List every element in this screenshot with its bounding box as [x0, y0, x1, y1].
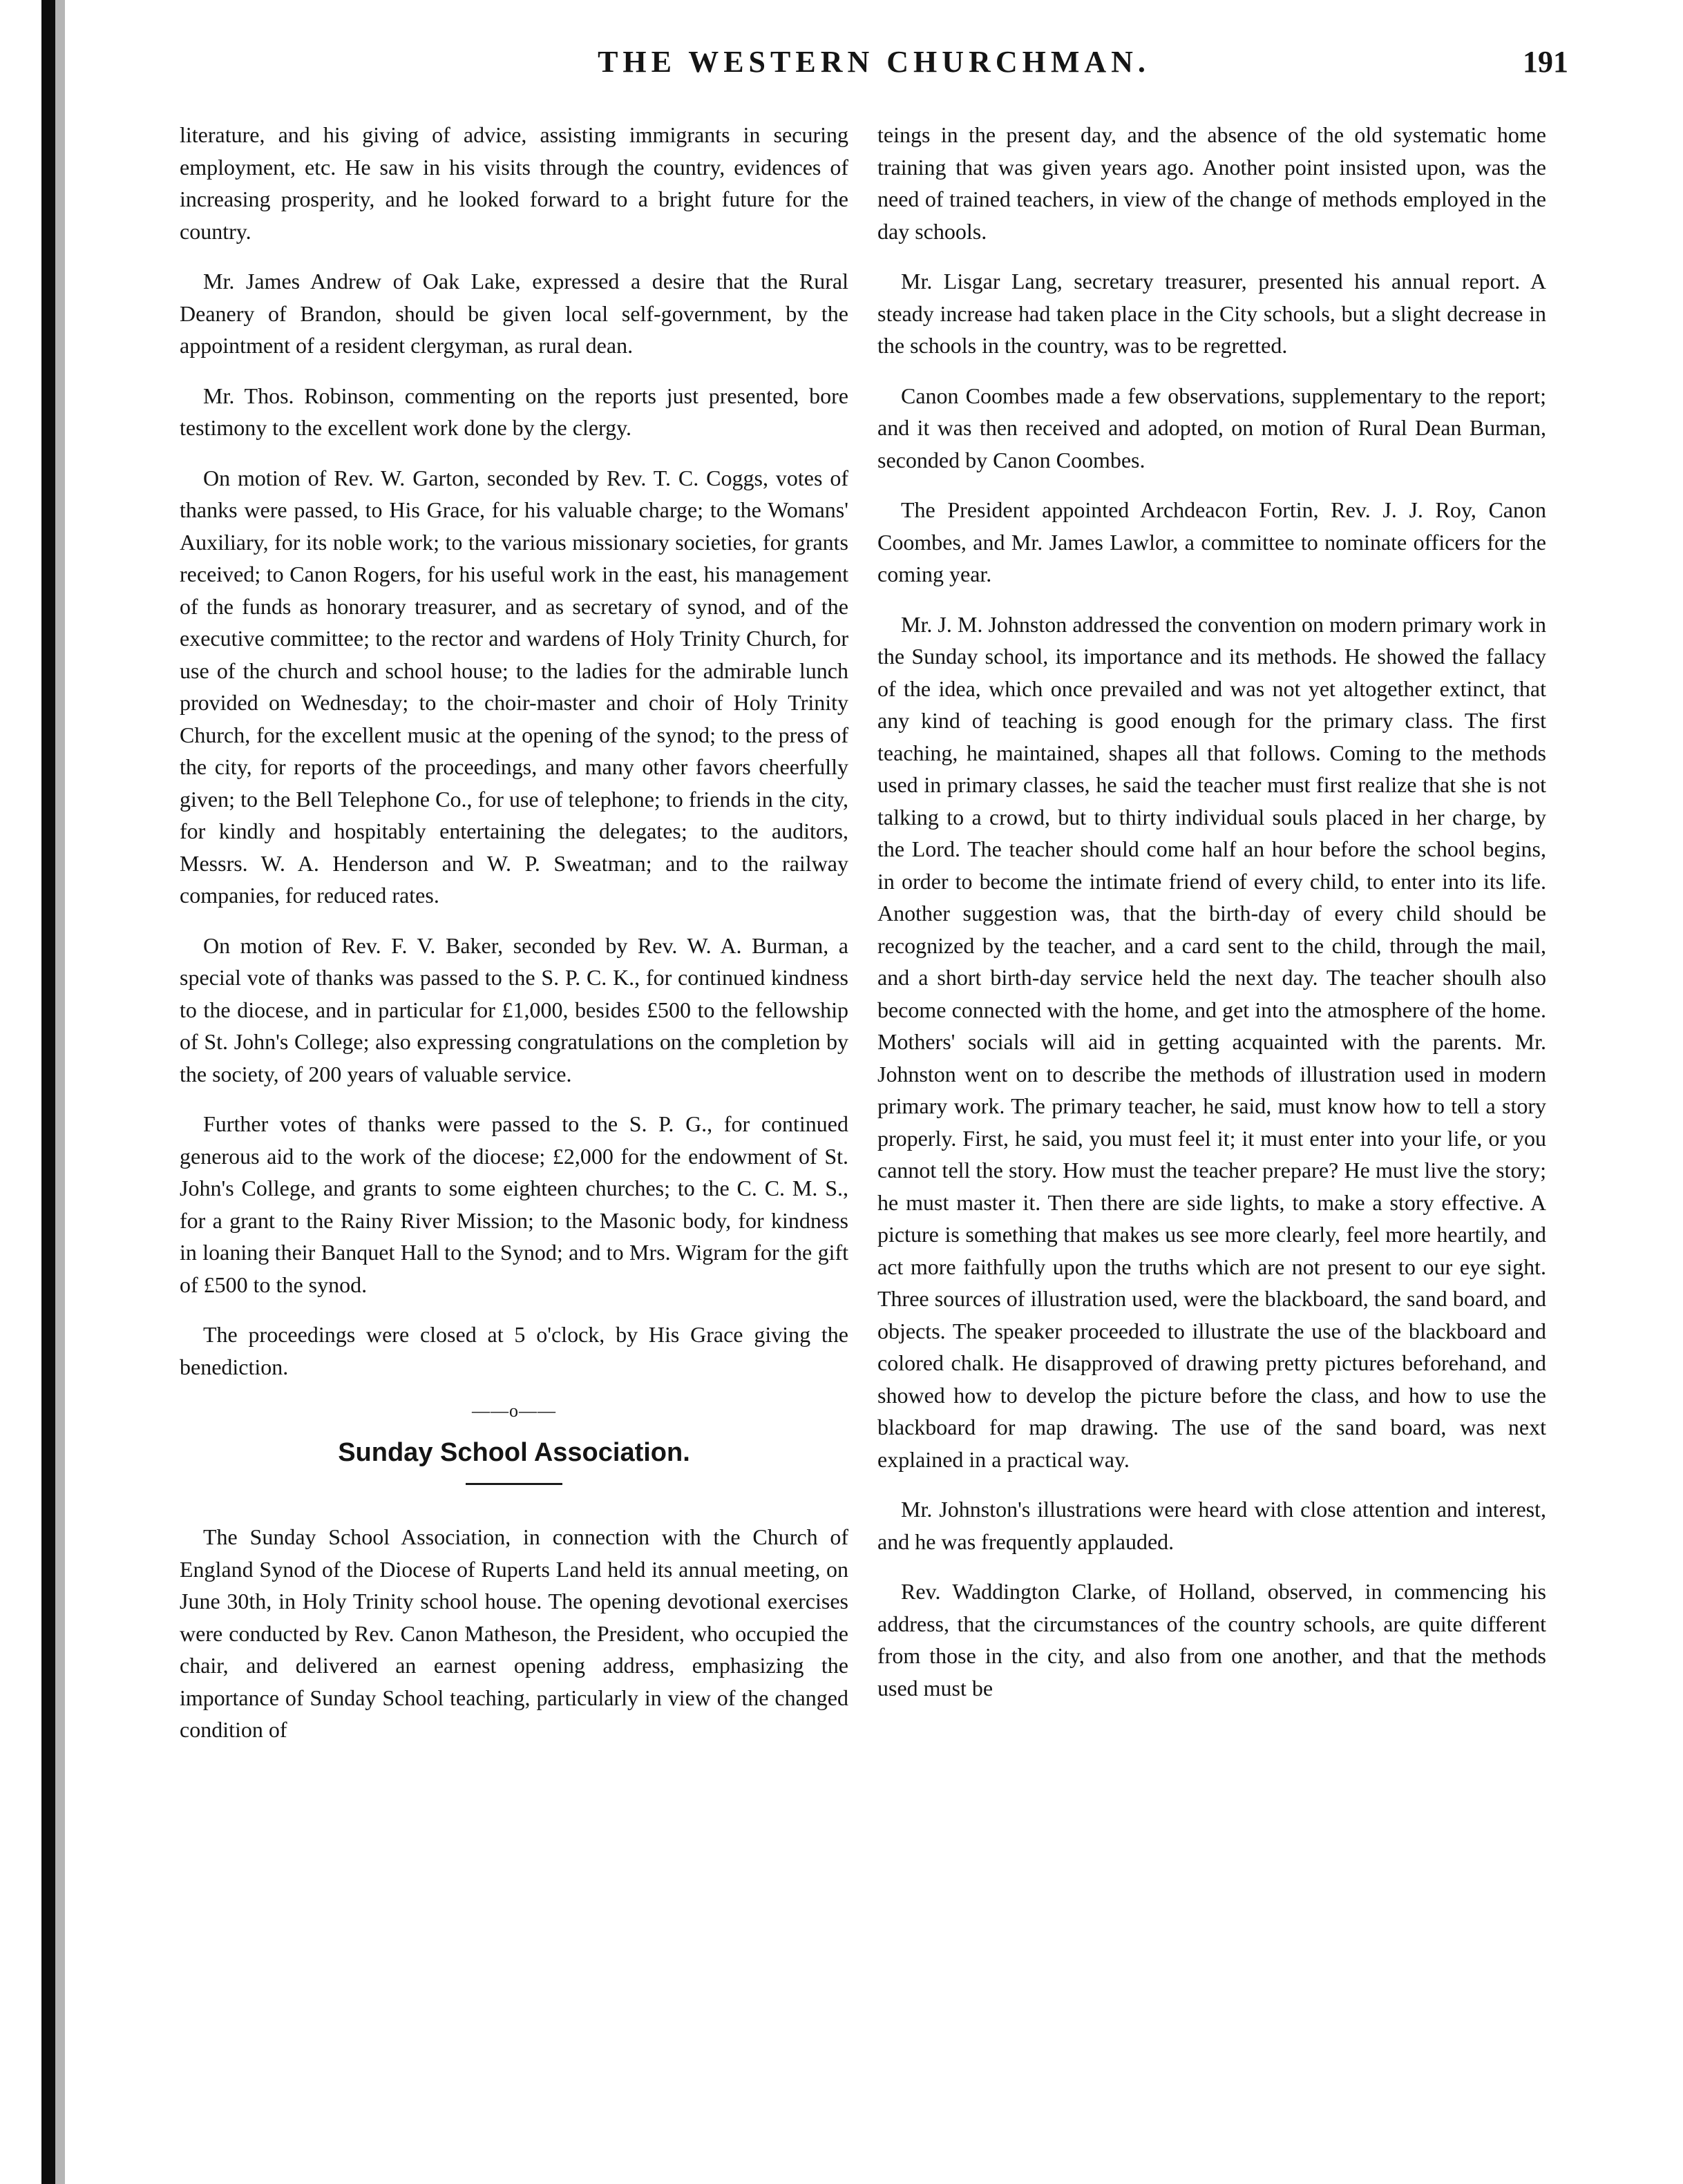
right-column [877, 119, 1546, 1722]
paragraph: Mr. Thos. Robinson, commenting on the reports just presented, bore testimony to the excellent work done by the clergy. [180, 383, 848, 440]
left-column [180, 119, 848, 1764]
paragraph: Rev. Waddington Clarke, of Holland, observed, in commencing his address, that the circumstances of the country schools, are quite different from those in the city, and also from one another, and that the methods used must be [877, 1579, 1546, 1701]
running-title: THE WESTERN CHURCHMAN. [598, 45, 1150, 79]
page-number: 191 [1523, 45, 1568, 79]
paragraph: The Sunday School Association, in connection with the Church of England Synod of the Diocese of Ruperts Land held its annual meeting, on June 30th, in Holy Trinity school house. The opening devotional exercises were conducted by Rev. Canon Matheson, the President, who occupied the chair, and delivered an earnest opening address, emphasizing the importance of Sunday School teaching, particularly in view of the changed condition of [180, 1524, 848, 1742]
paragraph: Canon Coombes made a few observations, supplementary to the report; and it was then received and adopted, on motion of Rural Dean Burman, seconded by Canon Coombes. [877, 383, 1546, 472]
section-divider: ——o—— [472, 1401, 556, 1421]
paragraph: The President appointed Archdeacon Fortin, Rev. J. J. Roy, Canon Coombes, and Mr. James Lawlor, a committee to nominate officers for the coming year. [877, 497, 1546, 586]
section-heading: Sunday School Association. [338, 1438, 690, 1467]
paragraph: teings in the present day, and the absence of the old systematic home training that was given years ago. Another point insisted upon, was the need of trained teachers, in view of the change of methods employed in the day schools. [877, 122, 1546, 244]
paragraph: Further votes of thanks were passed to the S. P. G., for continued generous aid to the work of the diocese; £2,000 for the endowment of St. John's College, and grants to some eighteen churches; to the C. C. M. S., for a grant to the Rainy River Mission; to the Masonic body, for kindness in loaning their Banquet Hall to the Synod; and to Mrs. Wigram for the gift of £500 to the synod. [180, 1111, 848, 1297]
paragraph: On motion of Rev. F. V. Baker, seconded by Rev. W. A. Burman, a special vote of thanks was passed to the S. P. C. K., for continued kindness to the diocese, and in particular for £1,000, besides £500 to the fellowship of St. John's College; also expressing congratulations on the completion by the society, of 200 years of valuable service. [180, 932, 848, 1086]
binding-shadow [55, 0, 65, 2184]
paragraph: Mr. Johnston's illustrations were heard with close attention and interest, and he was frequently applauded. [877, 1497, 1546, 1554]
paragraph: literature, and his giving of advice, assisting immigrants in securing employment, etc. He saw in his visits through the country, evidences of increasing prosperity, and he looked forward to a bright future for the country. [180, 122, 848, 244]
heading-rule [466, 1483, 562, 1485]
paragraph: On motion of Rev. W. Garton, seconded by Rev. T. C. Coggs, votes of thanks were passed, to His Grace, for his valuable charge; to the Womans' Auxiliary, for its noble work; to the various missionary societies, for grants received; to Canon Rogers, for his useful work in the east, his management of the funds as honorary treasurer, and as secretary of synod, and of the executive committee; to the rector and wardens of Holy Trinity Church, for use of the church and school house; to the ladies for the admirable lunch provided on Wednesday; to the choir-master and choir of Holy Trinity Church, for the excellent music at the opening of the synod; to the press of the city, for reports of the proceedings, and many other favors cheerfully given; to the Bell Telephone Co., for use of telephone; to friends in the city, for kindly and hospitably entertaining the delegates; to the auditors, Messrs. W. A. Henderson and W. P. Sweatman; and to the railway companies, for reduced rates. [180, 465, 848, 908]
paragraph: Mr. James Andrew of Oak Lake, expressed a desire that the Rural Deanery of Brandon, should be given local self-government, by the appointment of a resident clergyman, as rural dean. [180, 269, 848, 358]
paragraph: Mr. J. M. Johnston addressed the convention on modern primary work in the Sunday school, its importance and its methods. He showed the fallacy of the idea, which once prevailed and was not yet altogether extinct, that any kind of teaching is good enough for the primary class. The first teaching, he maintained, shapes all that follows. Coming to the methods used in primary classes, he said the teacher must first realize that she is not talking to a crowd, but to thirty individual souls placed in her charge, by the Lord. The teacher should come half an hour before the school begins, in order to become the intimate friend of every child, to enter into its life. Another suggestion was, that the birth-day of every child should be recognized by the teacher, and a card sent to the child, through the mail, and a short birth-day service held the next day. The teacher shoulh also become connected with the home, and get into the atmosphere of the home. Mothers' socials will aid in getting acquainted with the parents. Mr. Johnston went on to describe the methods of illustration used in modern primary work. The primary teacher, he said, must know how to tell a story properly. First, he said, you must feel it; it must enter into your life, or you cannot tell the story. How must the teacher prepare? He must live the story; he must master it. Then there are side lights, to make a story effective. A picture is something that makes us see more clearly, feel more heartily, and act more faithfully upon the truths which are not present to our eye sight. Three sources of illustration used, were the blackboard, the sand board, and objects. The speaker proceeded to illustrate the use of the blackboard and colored chalk. He disapproved of drawing pretty pictures beforehand, and showed how to develop the picture before the class, and how to use the blackboard for map drawing. The use of the sand board, was next explained in a practical way. [877, 611, 1546, 1472]
paragraph: The proceedings were closed at 5 o'clock, by His Grace giving the benediction. [180, 1322, 848, 1379]
paragraph: Mr. Lisgar Lang, secretary treasurer, presented his annual report. A steady increase had taken place in the City schools, but a slight decrease in the schools in the country, was to be regretted. [877, 269, 1546, 358]
page-header [180, 44, 1568, 106]
binding-edge [41, 0, 55, 2184]
